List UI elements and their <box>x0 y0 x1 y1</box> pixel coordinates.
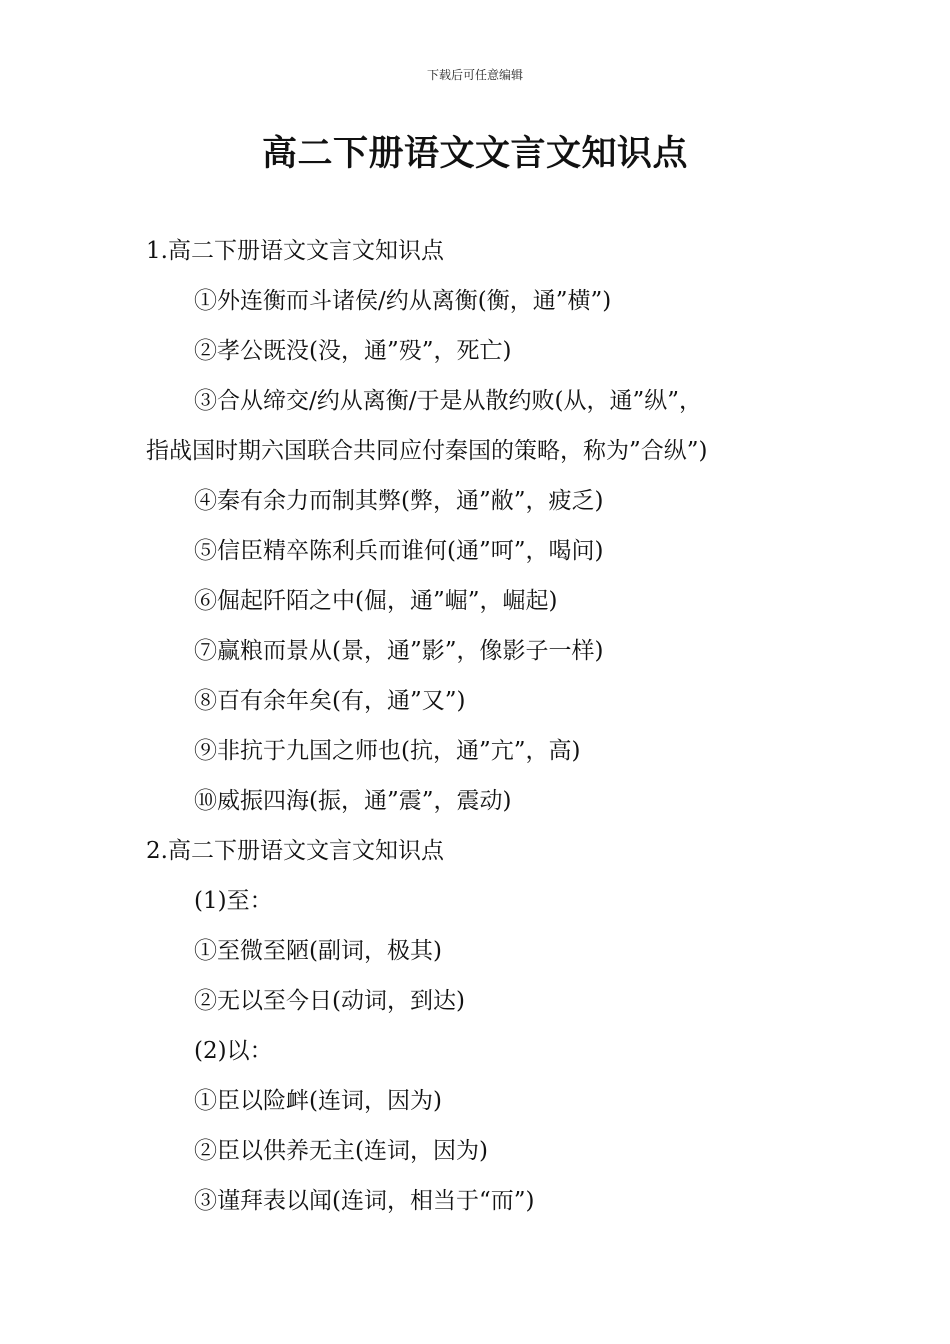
paragraph-line: ③合从缔交/约从离衡/于是从散约败(从，通”纵”， <box>194 388 702 414</box>
paragraph-line: ⑨非抗于九国之师也(抗，通”亢”，高) <box>194 738 581 764</box>
paragraph-line: ②孝公既没(没，通”殁”，死亡) <box>194 338 512 364</box>
page-header: 下载后可任意编辑 <box>426 68 523 82</box>
paragraph-line: ④秦有余力而制其弊(弊，通”敝”，疲乏) <box>194 488 604 514</box>
section-heading: 2.高二下册语文文言文知识点 <box>146 838 444 864</box>
paragraph-line: ⑩威振四海(振，通”震”，震动) <box>194 788 512 814</box>
paragraph-line: ①至微至陋(副词，极其) <box>194 938 442 964</box>
paragraph-line: ②无以至今日(动词，到达) <box>194 988 465 1014</box>
paragraph-line: (2)以： <box>194 1038 273 1064</box>
paragraph-line: ①外连衡而斗诸侯/约从离衡(衡，通”横”) <box>194 288 612 314</box>
document-title: 高二下册语文文言文知识点 <box>261 134 688 174</box>
paragraph-line: ②臣以供养无主(连词，因为) <box>194 1138 488 1164</box>
section-heading: 1.高二下册语文文言文知识点 <box>146 238 444 264</box>
paragraph-line: ⑤信臣精卒陈利兵而谁何(通”呵”，喝问) <box>194 538 604 564</box>
paragraph-line-continuation: 指战国时期六国联合共同应付秦国的策略，称为”合纵”) <box>146 438 708 464</box>
paragraph-line: (1)至： <box>194 888 273 914</box>
paragraph-line: ③谨拜表以闻(连词，相当于“而”) <box>194 1188 535 1214</box>
document-body <box>146 226 826 1226</box>
paragraph-line: ⑥倔起阡陌之中(倔，通”崛”，崛起) <box>194 588 558 614</box>
paragraph-line: ⑧百有余年矣(有，通”又”) <box>194 688 466 714</box>
paragraph-line: ⑦赢粮而景从(景，通”影”，像影子一样) <box>194 638 604 664</box>
paragraph-line: ①臣以险衅(连词，因为) <box>194 1088 442 1114</box>
